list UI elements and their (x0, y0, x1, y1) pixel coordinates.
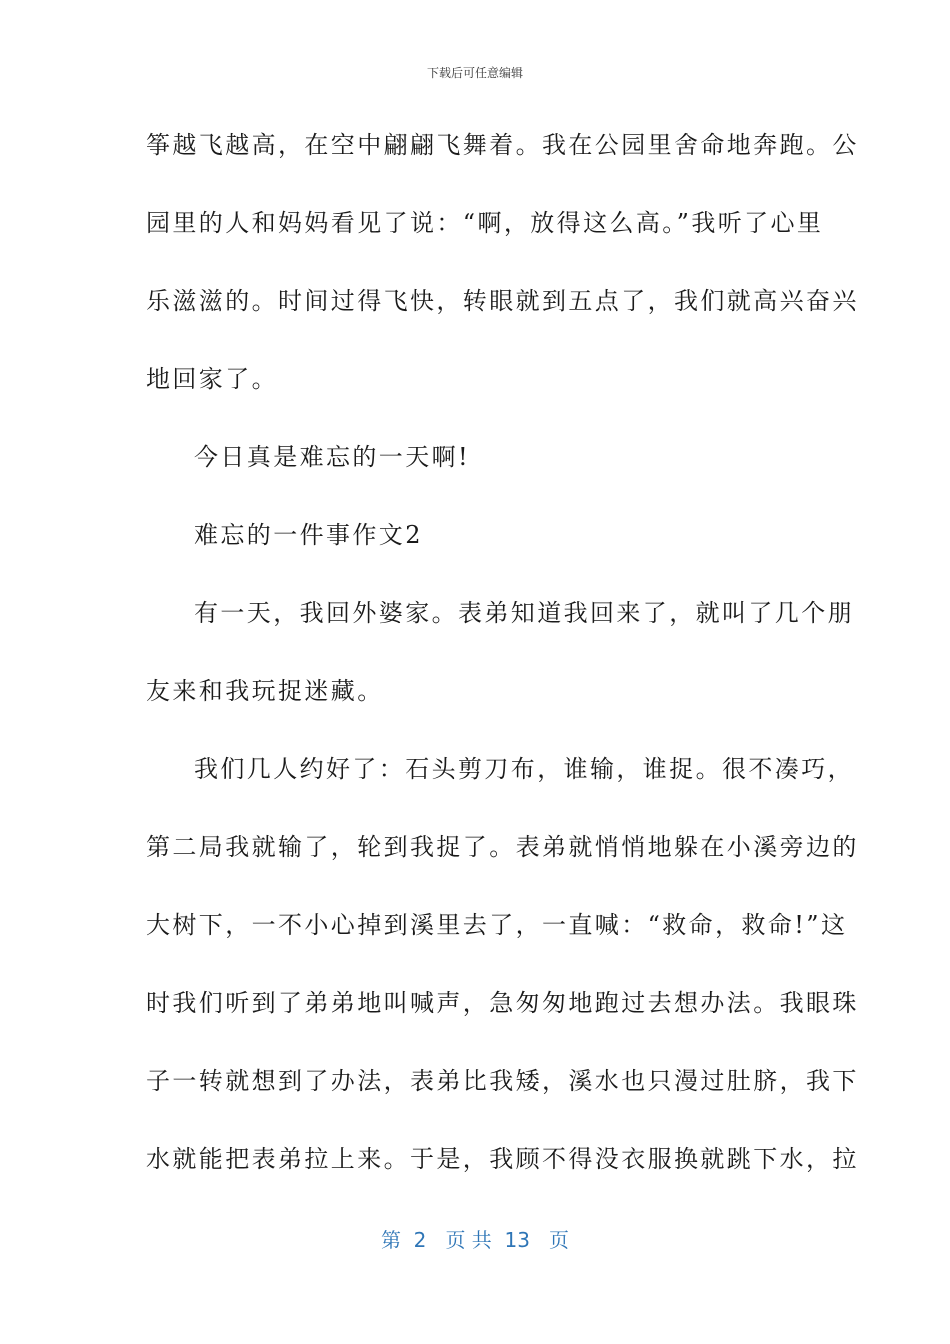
document-body (146, 114, 859, 1206)
text-line: 水就能把表弟拉上来。于是，我顾不得没衣服换就跳下水，拉 (146, 1145, 859, 1173)
page-header: 下载后可任意编辑 (426, 66, 523, 80)
text-line: 园里的人和妈妈看见了说：“啊，放得这么高。”我听了心里 (146, 209, 824, 237)
text-line: 地回家了。 (146, 365, 278, 393)
text-line: 筝越飞越高，在空中翩翩飞舞着。我在公园里舍命地奔跑。公 (146, 131, 859, 159)
page-number-footer: 第 2 页 共 13 页 (380, 1228, 570, 1252)
text-line: 子一转就想到了办法，表弟比我矮，溪水也只漫过肚脐，我下 (146, 1067, 859, 1095)
text-line: 我们几人约好了：石头剪刀布，谁输，谁捉。很不凑巧， (194, 755, 854, 783)
text-line: 时我们听到了弟弟地叫喊声，急匆匆地跑过去想办法。我眼珠 (146, 989, 859, 1017)
text-line: 有一天，我回外婆家。表弟知道我回来了，就叫了几个朋 (194, 599, 854, 627)
text-line: 友来和我玩捉迷藏。 (146, 677, 384, 705)
text-line: 大树下，一不小心掉到溪里去了，一直喊：“救命，救命!”这 (146, 911, 848, 939)
essay-title: 难忘的一件事作文2 (194, 521, 423, 549)
text-line: 乐滋滋的。时间过得飞快，转眼就到五点了，我们就高兴奋兴 (146, 287, 859, 315)
text-line: 今日真是难忘的一天啊! (194, 443, 471, 471)
text-line: 第二局我就输了，轮到我捉了。表弟就悄悄地躲在小溪旁边的 (146, 833, 859, 861)
